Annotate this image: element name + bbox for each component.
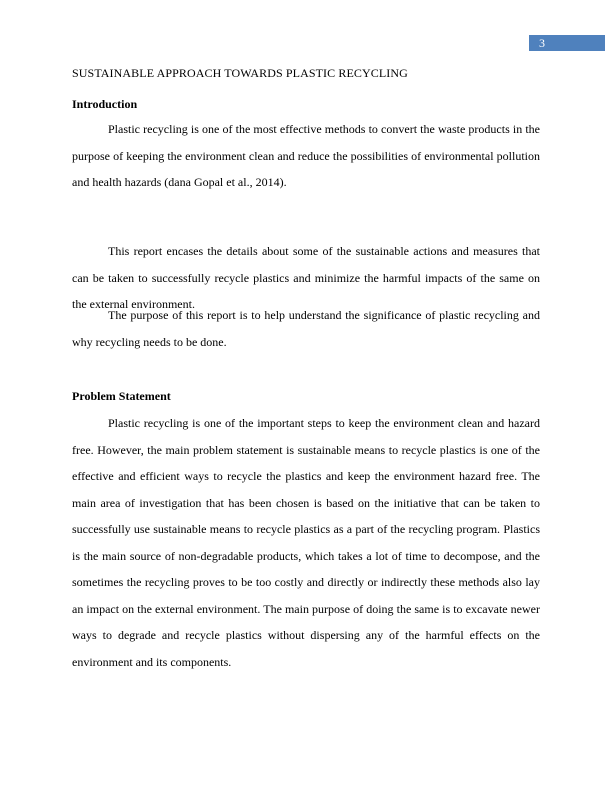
introduction-paragraph-1: Plastic recycling is one of the most effective methods to convert the waste products in the purpose of keeping the environment clean and reduce the possibilities of environmental pollution and health hazards (dana Gopal et al., 2014).	[72, 122, 540, 189]
introduction-paragraph-2: This report encases the details about some of the sustainable actions and measures that can be taken to successfully recycle plastics and minimize the harmful impacts of the same on the external environment.	[72, 244, 540, 311]
running-head: SUSTAINABLE APPROACH TOWARDS PLASTIC RECYCLING	[72, 66, 408, 80]
problem-statement-heading: Problem Statement	[72, 389, 171, 403]
page-number: 3	[529, 35, 605, 51]
introduction-heading: Introduction	[72, 97, 138, 111]
problem-statement-paragraph: Plastic recycling is one of the important steps to keep the environment clean and hazard free. However, the main problem statement is sustainable means to recycle plastics is one of the effective and efficient ways to recycle the plastics and keep the environment hazard free. The main area of investigation that has been chosen is based on the initiative that can be taken to successfully use sustainable means to recycle plastics as a part of the recycling program. Plastics is the main source of non-degradable products, which takes a lot of time to decompose, and the sometimes the recycling proves to be too costly and directly or indirectly these methods also lay an impact on the external environment. The main purpose of doing the same is to excavate newer ways to degrade and recycle plastics without dispersing any of the harmful effects on the environment and its components.	[72, 416, 540, 669]
introduction-paragraph-3: The purpose of this report is to help understand the significance of plastic recycling and why recycling needs to be done.	[72, 308, 540, 349]
